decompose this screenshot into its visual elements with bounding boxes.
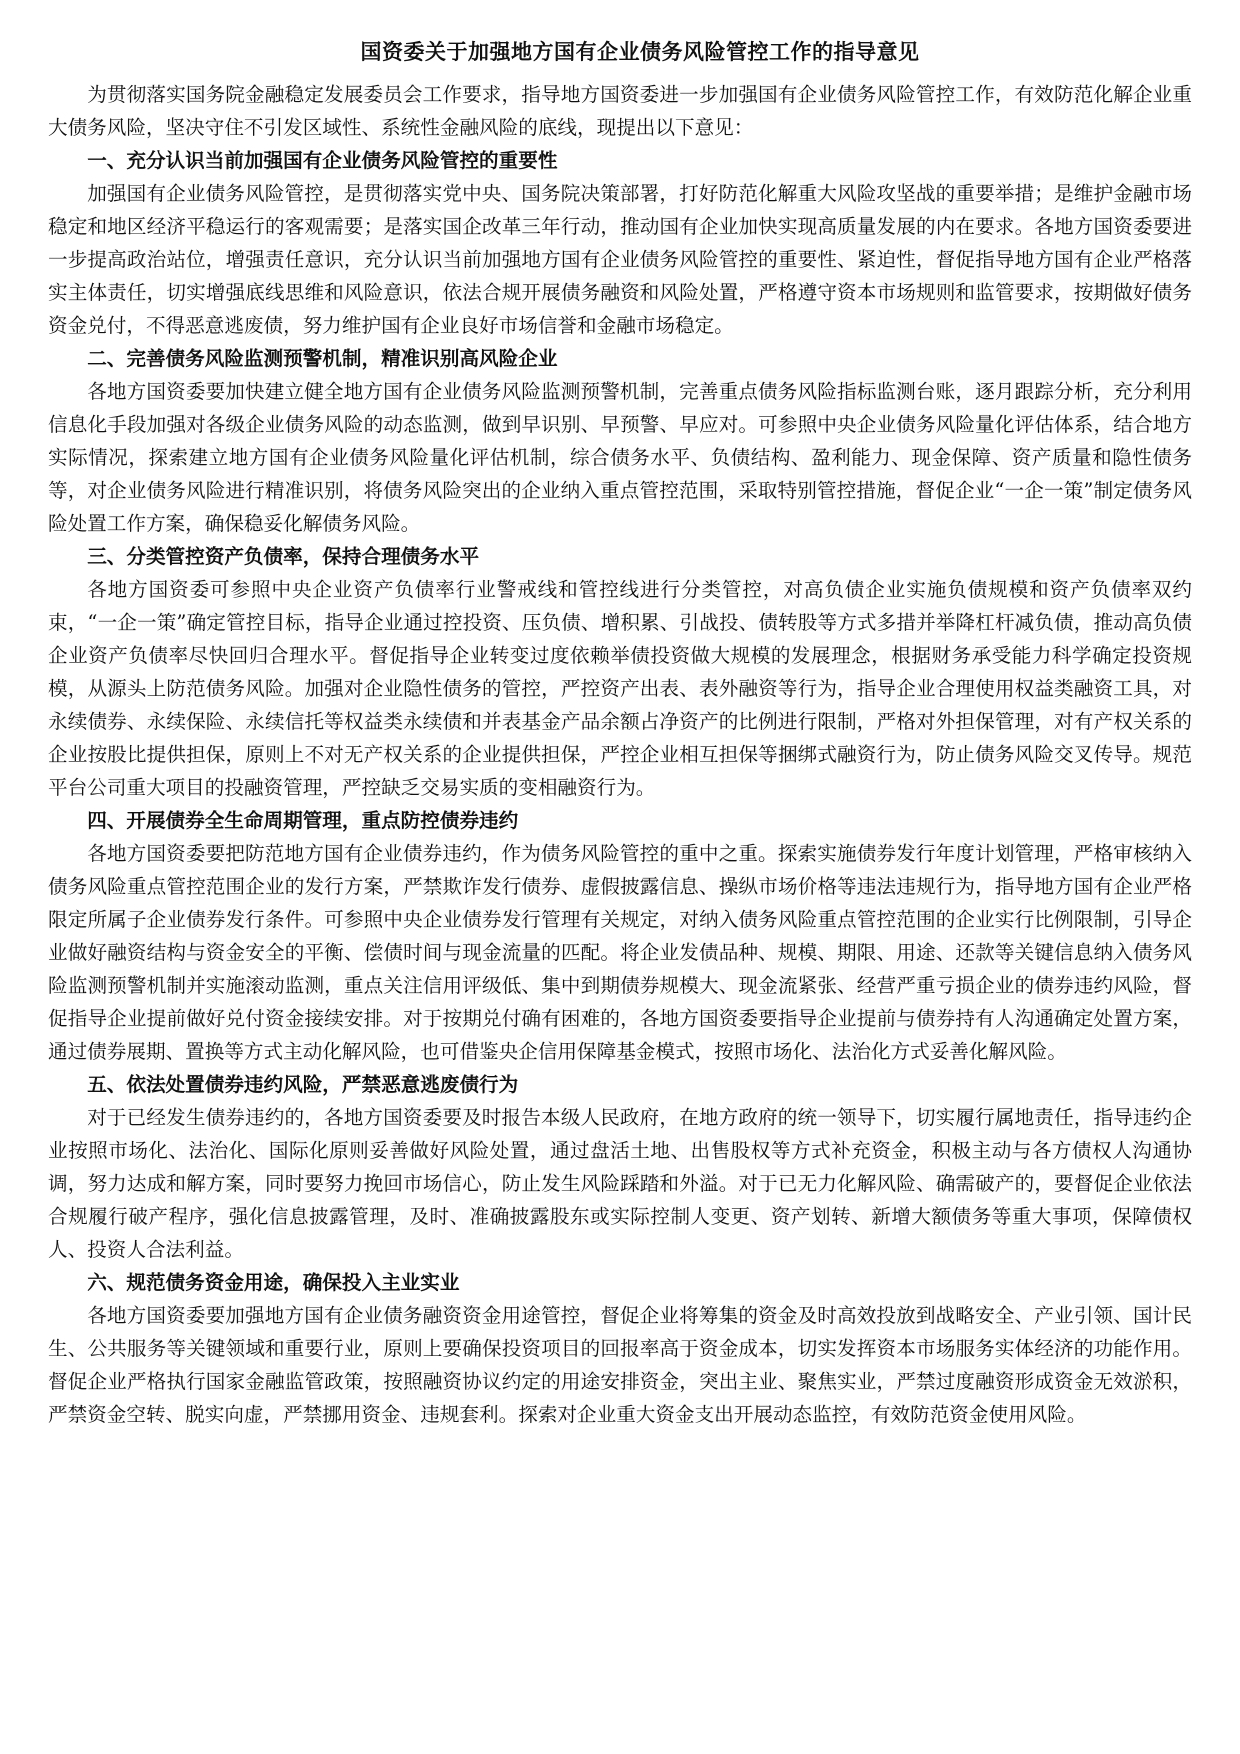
intro-paragraph: 为贯彻落实国务院金融稳定发展委员会工作要求，指导地方国资委进一步加强国有企业债务风险管控工作，有效防范化解企业重大债务风险，坚决守住不引发区域性、系统性金融风险的底线，现提出以下意见：: [48, 83, 1192, 139]
section-1: [48, 144, 1192, 342]
section-heading: 五、依法处置债券违约风险，严禁恶意逃废债行为: [87, 1073, 519, 1096]
section-body: 各地方国资委要加快建立健全地方国有企业债务风险监测预警机制，完善重点债务风险指标监测台账，逐月跟踪分析，充分利用信息化手段加强对各级企业债务风险的动态监测，做到早识别、早预警、早应对。可参照中央企业债务风险量化评估体系，结合地方实际情况，探索建立地方国有企业债务风险量化评估机制，综合债务水平、负债结构、盈利能力、现金保障、资产质量和隐性债务等，对企业债务风险进行精准识别，将债务风险突出的企业纳入重点管控范围，采取特别管控措施，督促企业“一企一策”制定债务风险处置工作方案，确保稳妥化解债务风险。: [48, 380, 1192, 535]
section-4: [48, 804, 1192, 1068]
section-heading: 三、分类管控资产负债率，保持合理债务水平: [87, 545, 480, 568]
section-body: 各地方国资委可参照中央企业资产负债率行业警戒线和管控线进行分类管控，对高负债企业实施负债规模和资产负债率双约束，“一企一策”确定管控目标，指导企业通过控投资、压负债、增积累、引战投、债转股等方式多措并举降杠杆减负债，推动高负债企业资产负债率尽快回归合理水平。督促指导企业转变过度依赖举债投资做大规模的发展理念，根据财务承受能力科学确定投资规模，从源头上防范债务风险。加强对企业隐性债务的管控，严控资产出表、表外融资等行为，指导企业合理使用权益类融资工具，对永续债券、永续保险、永续信托等权益类永续债和并表基金产品余额占净资产的比例进行限制，严格对外担保管理，对有产权关系的企业按股比提供担保，原则上不对无产权关系的企业提供担保，严控企业相互担保等捆绑式融资行为，防止债务风险交叉传导。规范平台公司重大项目的投融资管理，严控缺乏交易实质的变相融资行为。: [48, 578, 1192, 799]
section-body: 对于已经发生债券违约的，各地方国资委要及时报告本级人民政府，在地方政府的统一领导下，切实履行属地责任，指导违约企业按照市场化、法治化、国际化原则妥善做好风险处置，通过盘活土地、出售股权等方式补充资金，积极主动与各方债权人沟通协调，努力达成和解方案，同时要努力挽回市场信心，防止发生风险踩踏和外溢。对于已无力化解风险、确需破产的，要督促企业依法合规履行破产程序，强化信息披露管理，及时、准确披露股东或实际控制人变更、资产划转、新增大额债务等重大事项，保障债权人、投资人合法利益。: [48, 1106, 1192, 1261]
section-heading: 一、充分认识当前加强国有企业债务风险管控的重要性: [87, 149, 558, 172]
section-heading: 六、规范债务资金用途，确保投入主业实业: [87, 1271, 460, 1294]
section-heading: 二、完善债务风险监测预警机制，精准识别高风险企业: [87, 347, 558, 370]
section-5: [48, 1068, 1192, 1266]
section-body: 各地方国资委要把防范地方国有企业债券违约，作为债务风险管控的重中之重。探索实施债券发行年度计划管理，严格审核纳入债务风险重点管控范围企业的发行方案，严禁欺诈发行债券、虚假披露信息、操纵市场价格等违法违规行为，指导地方国有企业严格限定所属子企业债券发行条件。可参照中央企业债券发行管理有关规定，对纳入债务风险重点管控范围的企业实行比例限制，引导企业做好融资结构与资金安全的平衡、偿债时间与现金流量的匹配。将企业发债品种、规模、期限、用途、还款等关键信息纳入债务风险监测预警机制并实施滚动监测，重点关注信用评级低、集中到期债券规模大、现金流紧张、经营严重亏损企业的债券违约风险，督促指导企业提前做好兑付资金接续安排。对于按期兑付确有困难的，各地方国资委要指导企业提前与债券持有人沟通确定处置方案，通过债券展期、置换等方式主动化解风险，也可借鉴央企信用保障基金模式，按照市场化、法治化方式妥善化解风险。: [48, 842, 1192, 1063]
section-6: [48, 1266, 1192, 1431]
section-heading: 四、开展债券全生命周期管理，重点防控债券违约: [87, 809, 519, 832]
section-body: 加强国有企业债务风险管控，是贯彻落实党中央、国务院决策部署，打好防范化解重大风险攻坚战的重要举措；是维护金融市场稳定和地区经济平稳运行的客观需要；是落实国企改革三年行动，推动国有企业加快实现高质量发展的内在要求。各地方国资委要进一步提高政治站位，增强责任意识，充分认识当前加强地方国有企业债务风险管控的重要性、紧迫性，督促指导地方国有企业严格落实主体责任，切实增强底线思维和风险意识，依法合规开展债务融资和风险处置，严格遵守资本市场规则和监管要求，按期做好债务资金兑付，不得恶意逃废债，努力维护国有企业良好市场信誉和金融市场稳定。: [48, 182, 1192, 337]
section-3: [48, 540, 1192, 804]
section-body: 各地方国资委要加强地方国有企业债务融资资金用途管控，督促企业将筹集的资金及时高效投放到战略安全、产业引领、国计民生、公共服务等关键领域和重要行业，原则上要确保投资项目的回报率高于资金成本，切实发挥资本市场服务实体经济的功能作用。督促企业严格执行国家金融监管政策，按照融资协议约定的用途安排资金，突出主业、聚焦实业，严禁过度融资形成资金无效淤积，严禁资金空转、脱实向虚，严禁挪用资金、违规套利。探索对企业重大资金支出开展动态监控，有效防范资金使用风险。: [48, 1304, 1192, 1426]
section-2: [48, 342, 1192, 540]
document-title: 国资委关于加强地方国有企业债务风险管控工作的指导意见: [360, 39, 920, 64]
